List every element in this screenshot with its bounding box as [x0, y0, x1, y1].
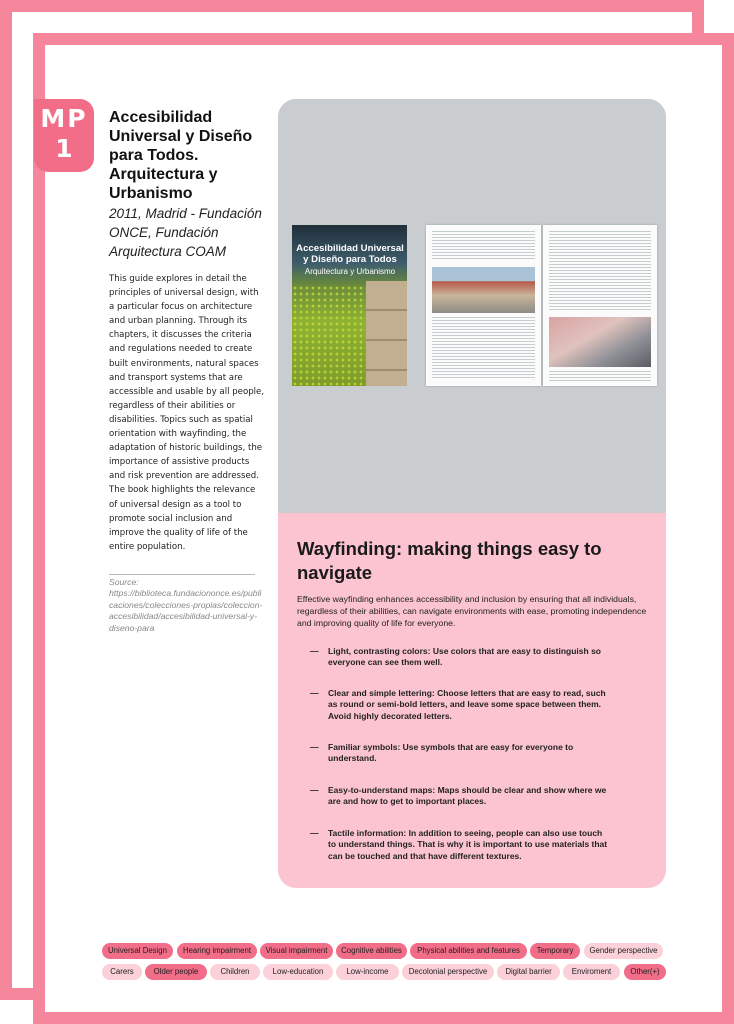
- page-photo-street: [432, 267, 535, 313]
- tag-digital-barrier[interactable]: Digital barrier: [497, 964, 560, 980]
- page-photo-crossing: [549, 317, 651, 367]
- tag-enviroment[interactable]: Enviroment: [563, 964, 620, 980]
- bullet-item: [310, 688, 610, 722]
- cover-title: Accesibilidad Universal y Diseño para Todos: [296, 243, 404, 265]
- book-image-panel: [278, 99, 666, 513]
- tag-decolonial-perspective[interactable]: Decolonial perspective: [402, 964, 494, 980]
- tag-visual-impairment[interactable]: Visual impairment: [260, 943, 333, 959]
- bullet-text: Clear and simple lettering: Choose letters that are easy to read, such as round or semi-bold letters, and leave some space between them. Avoid highly decorated letters.: [328, 688, 606, 721]
- book-spread-right-page: [543, 225, 657, 386]
- tag-low-income[interactable]: Low-income: [336, 964, 399, 980]
- tag-cognitive-abilities[interactable]: Cognitive abilities: [336, 943, 407, 959]
- tag-children[interactable]: Children: [210, 964, 260, 980]
- book-cover-image: [292, 225, 407, 386]
- tag-hearing-impairment[interactable]: Hearing impairment: [177, 943, 257, 959]
- book-description: This guide explores in detail the principles of universal design, with a particular focus on architecture and urban planning. Through its chapters, it discusses the criteria and regulations needed to create built environments, natural spaces and transport systems that are accessible and usable by all people, regardless of their abilities or disabilities. Topics such as spatial orientation with wayfinding, the adaptation of historic buildings, the importance of assistive products and risk prevention are addressed. The book highlights the relevance of universal design as a tool to promote social inclusion and improve the quality of life of the entire population.: [109, 274, 265, 552]
- tag-low-education[interactable]: Low-education: [263, 964, 333, 980]
- book-spread-left-page: [426, 225, 541, 386]
- tag-gender-perspective[interactable]: Gender perspective: [584, 943, 663, 959]
- cover-subtitle: Arquitectura y Urbanismo: [304, 267, 396, 276]
- bullet-item: [310, 785, 610, 808]
- bullet-item: [310, 742, 610, 765]
- book-subtitle: 2011, Madrid - Fundación ONCE, Fundación Arquitectura COAM: [109, 206, 262, 259]
- bullet-text: Easy-to-understand maps: Maps should be clear and show where we are and how to get to important places.: [328, 785, 607, 807]
- pavement-slabs: [366, 281, 407, 386]
- card-intro: Effective wayfinding enhances accessibility and inclusion by ensuring that all individuals, regardless of their abilities, can navigate environments with ease, promoting independence and improving quality of life for everyone.: [297, 594, 647, 628]
- tag-carers[interactable]: Carers: [102, 964, 142, 980]
- category-badge: [34, 99, 94, 172]
- bullet-text: Tactile information: In addition to seeing, people can also use touch to understand things. That is why it is important to use materials that can be touched and that have different textures.: [328, 828, 608, 861]
- tag-physical-abilities[interactable]: Physical abilities and features: [410, 943, 527, 959]
- bullet-item: [310, 646, 610, 669]
- bullet-dash: —: [310, 688, 319, 698]
- tag-older-people[interactable]: Older people: [145, 964, 207, 980]
- bullet-dash: —: [310, 785, 319, 795]
- badge-code: MP: [40, 104, 88, 133]
- tag-temporary[interactable]: Temporary: [530, 943, 580, 959]
- bullet-dash: —: [310, 828, 319, 838]
- tactile-paving-dots: [292, 285, 366, 386]
- source-link[interactable]: Source: https://biblioteca.fundaciononce.es/publicaciones/colecciones-propias/coleccion-accesibilidad/accesibilidad-universal-y-diseno-para: [109, 577, 263, 633]
- source-divider: [109, 574, 255, 575]
- badge-number: 1: [55, 134, 73, 163]
- bullet-dash: —: [310, 742, 319, 752]
- bullet-dash: —: [310, 646, 319, 656]
- tag-other[interactable]: Other(+): [624, 964, 666, 980]
- page-text-block: [432, 231, 535, 261]
- wayfinding-card: [278, 99, 666, 888]
- page-text-block: [432, 317, 535, 379]
- tag-universal-design[interactable]: Universal Design: [102, 943, 173, 959]
- bullet-item: [310, 828, 610, 862]
- bullet-text: Light, contrasting colors: Use colors that are easy to distinguish so everyone can see them well.: [328, 646, 601, 668]
- book-title: Accesibilidad Universal y Diseño para Todos. Arquitectura y Urbanismo: [109, 109, 253, 202]
- page-text-block: [549, 231, 651, 311]
- page-text-block: [549, 371, 651, 381]
- bullet-text: Familiar symbols: Use symbols that are easy for everyone to understand.: [328, 742, 574, 764]
- card-heading: Wayfinding: making things easy to navigate: [297, 538, 602, 583]
